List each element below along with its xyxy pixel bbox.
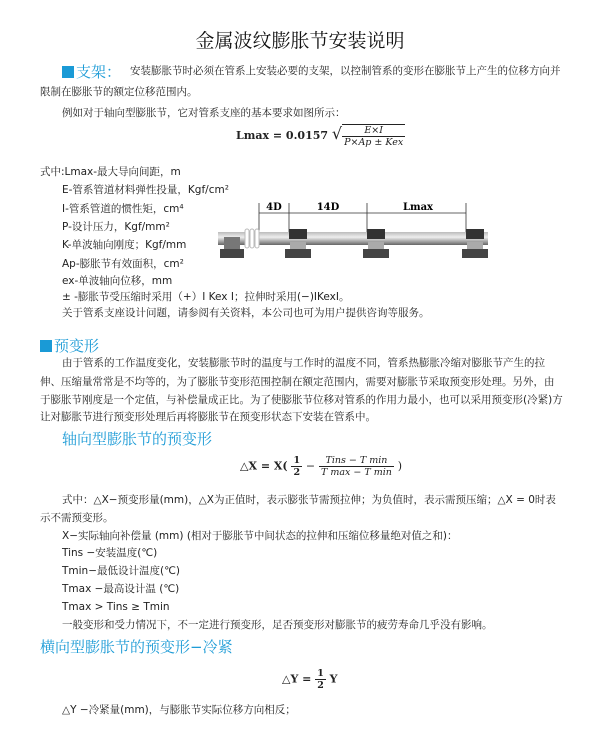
numerator: 1	[293, 455, 301, 466]
dim-label-lmax: Lmax	[402, 202, 434, 213]
fixed-support	[224, 237, 240, 249]
heading-text: 预变形	[54, 337, 100, 355]
axial-line: 示不需预变形。	[40, 512, 114, 524]
dimension-lines	[259, 203, 466, 232]
definition: K-单波轴向刚度；Kgf/mm	[62, 239, 187, 251]
heading-text: 支架：	[76, 63, 122, 81]
close-paren: )	[397, 459, 403, 473]
numerator: Tins − T min	[319, 455, 394, 467]
section-heading-axial: 轴向型膨胀节的预变形	[62, 430, 213, 448]
formula-lhs: △Y =	[282, 672, 312, 686]
section-heading-predeform	[40, 335, 99, 356]
axial-formula	[240, 455, 402, 478]
formula-lhs: △X = X(	[240, 459, 288, 473]
axial-line: X−实际轴向补偿量 (mm) (相对于膨胀节中间状态的拉伸和压缩位移量绝对值之和)：	[62, 530, 458, 542]
axial-line: Tins −安装温度(℃)	[62, 547, 158, 559]
denominator: T max − T min	[320, 467, 392, 478]
definition: 式中:Lmax-最大导向间距，m	[40, 166, 181, 178]
axial-line: 式中：△X−预变形量(mm)，△X为正值时，表示膨张节需预拉伸；为负值时，表示需预压缩；△X = 0时表	[62, 494, 556, 506]
axial-line: Tmax −最高设计温 (℃)	[62, 583, 180, 595]
predeform-para-line: 于膨胀节刚度是一个定值，与补偿量成正比。为了使膨胀节位移对管系的作用力最小，也可以采用预变形(冷紧)方	[40, 394, 563, 406]
axial-line: Tmax > Tins ≥ Tmin	[62, 601, 170, 613]
definition: E-管系管道材料弹性投量，Kgf/cm²	[62, 184, 229, 196]
half-fraction	[315, 668, 326, 691]
numerator: 1	[317, 668, 324, 679]
formula-rhs: Y	[329, 672, 338, 686]
definition: Ap-膨胀节有效面积，cm²	[62, 258, 184, 270]
support-para-line1: 安装膨胀节时必须在管系上安装必要的支架，以控制管系的变形在膨胀节上产生的位移方向并	[130, 65, 561, 77]
lateral-formula	[282, 668, 338, 691]
lmax-formula: Lmax = 0.0157 √ $\frac{E\times I}{\text{P×Ap ± Kex}}$	[236, 124, 404, 148]
definition: P-设计压力，Kgf/mm²	[62, 221, 170, 233]
definition: ± -膨胀节受压缩时采用（+）I Kex I；拉伸时采用(−)IKexI。	[62, 291, 350, 303]
minus: −	[305, 459, 316, 473]
axial-line: Tmin−最低设计温度(℃)	[62, 565, 180, 577]
definition: ex-单波轴向位移，mm	[62, 275, 173, 287]
denominator: P×Ap ± Kex	[344, 137, 404, 148]
support-para-line2: 限制在膨胀节的额定位移范围内。	[40, 86, 198, 98]
definition: 关于管系支座设计问题，请参阅有关资料，本公司也可为用户提供咨询等服务。	[62, 307, 430, 319]
half-fraction	[291, 455, 302, 478]
bellows	[245, 229, 259, 248]
fixed-support-base	[220, 249, 244, 258]
page-title: 金属波纹膨胀节安装说明	[195, 30, 405, 52]
support-example: 例如对于轴向型膨胀节，它对管系支座的基本要求如图所示：	[62, 107, 346, 119]
denominator: 2	[317, 680, 324, 691]
predeform-para-line: 让对膨胀节进行预变形处理后再将膨胀节在预变形状态下安装在管系中。	[40, 411, 376, 423]
predeform-para-line: 伸、压缩量常常是不均等的，为了膨胀节变形范围控制在额定范围内，需要对膨胀节采取预变形处理。另外，由	[40, 376, 555, 388]
square-bullet-icon	[40, 340, 52, 352]
numerator: E×I	[342, 125, 405, 137]
section-heading-lateral: 横向型膨胀节的预变形−冷紧	[40, 638, 233, 656]
axial-line: 一般变形和受力情况下，不一定进行预变形，足否预变形对膨胀节的疲劳寿命几乎没有影响。	[62, 619, 493, 631]
predeform-para-line: 由于管系的工作温度变化，安装膨胀节时的温度与工作时的温度不同，管系热膨胀冷缩对膨胀节产生的拉	[62, 357, 545, 369]
denominator: 2	[293, 467, 301, 478]
temp-fraction	[319, 455, 394, 478]
definition: I-管系管道的惯性矩，cm⁴	[62, 203, 184, 215]
dim-label-14d: 14D	[316, 202, 340, 213]
dim-label-4d: 4D	[266, 202, 282, 213]
formula-lhs: Lmax = 0.0157	[236, 129, 329, 142]
lateral-line: △Y −冷紧量(mm)，与膨胀节实际位移方向相反；	[62, 704, 296, 716]
